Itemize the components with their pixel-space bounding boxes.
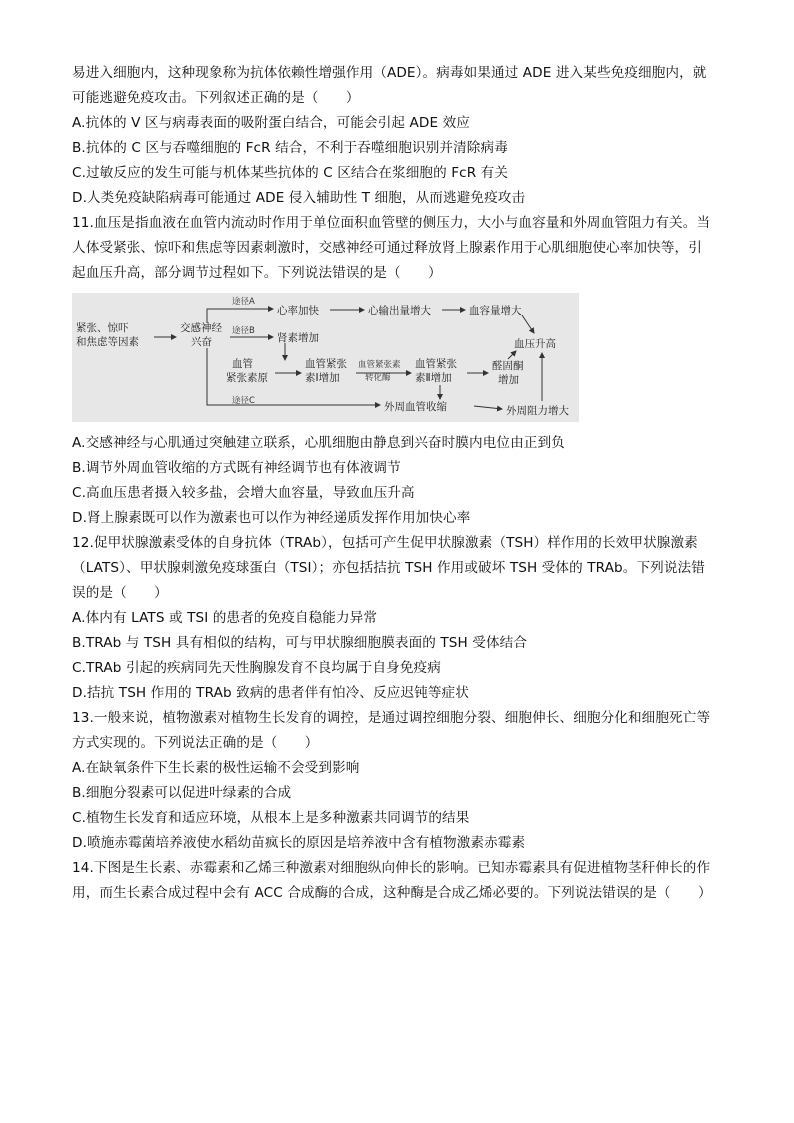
- option-b: B.TRAb 与 TSH 具有相似的结构，可与甲状腺细胞膜表面的 TSH 受体结合: [72, 635, 528, 651]
- option-c: C.植物生长发育和适应环境，从根本上是多种激素共同调节的结果: [72, 810, 470, 826]
- path-c-label: 途径C: [232, 396, 255, 406]
- option-a: A.交感神经与心肌通过突触建立联系，心肌细胞由静息到兴奋时膜内电位由正到负: [72, 435, 565, 451]
- option-c: C.过敏反应的发生可能与机体某些抗体的 C 区结合在浆细胞的 FcR 有关: [72, 165, 509, 181]
- vasoconstriction-label: 外周血管收缩: [384, 401, 447, 413]
- aldosterone-label: 醛固酮: [492, 360, 524, 372]
- question-14-stem: 14.下图是生长素、赤霉素和乙烯三种激素对细胞纵向伸长的影响。已知赤霉素具有促进植物茎秆伸长的作: [72, 860, 711, 876]
- question-11-stem: 起血压升高，部分调节过程如下。下列说法错误的是（ ）: [72, 265, 442, 281]
- option-d: D.喷施赤霉菌培养液使水稻幼苗疯长的原因是培养液中含有植物激素赤霉素: [72, 835, 526, 851]
- angiotensin-2-label: 素Ⅱ增加: [415, 372, 452, 384]
- angiotensin-1-label: 素Ⅰ增加: [305, 372, 340, 384]
- angiotensinogen-label: 血管: [232, 358, 253, 370]
- option-a: A.抗体的 V 区与病毒表面的吸附蛋白结合，可能会引起 ADE 效应: [72, 115, 470, 131]
- angiotensin-1-label: 血管紧张: [305, 358, 347, 370]
- ace-label: 转化酶: [365, 373, 391, 383]
- angiotensin-2-label: 血管紧张: [415, 358, 457, 370]
- path-a-label: 途径A: [232, 297, 255, 307]
- question-13-stem: 13.一般来说，植物激素对植物生长发育的调控，是通过调控细胞分裂、细胞伸长、细胞分化和细胞死亡等: [72, 710, 711, 726]
- sympathetic-label: 兴奋: [191, 336, 212, 348]
- resistance-label: 外周阻力增大: [506, 405, 569, 417]
- heart-rate-label: 心率加快: [277, 305, 319, 317]
- option-d: D.拮抗 TSH 作用的 TRAb 致病的患者伴有怕冷、反应迟钝等症状: [72, 685, 469, 701]
- option-b: B.抗体的 C 区与吞噬细胞的 FcR 结合，不利于吞噬细胞识别并清除病毒: [72, 140, 508, 156]
- blood-volume-label: 血容量增大: [469, 305, 522, 317]
- aldosterone-label: 增加: [498, 374, 519, 386]
- text-line: 可能逃避免疫攻击。下列叙述正确的是（ ）: [72, 90, 360, 106]
- question-11-stem: 人体受紧张、惊吓和焦虑等因素刺激时，交感神经可通过释放肾上腺素作用于心肌细胞使心率加快等，引: [72, 240, 702, 256]
- path-b-label: 途径B: [232, 326, 255, 336]
- option-d: D.肾上腺素既可以作为激素也可以作为神经递质发挥作用加快心率: [72, 510, 471, 526]
- angiotensinogen-label: 紧张素原: [226, 372, 268, 384]
- stimulus-label: 和焦虑等因素: [76, 336, 139, 348]
- option-a: A.体内有 LATS 或 TSI 的患者的免疫自稳能力异常: [72, 610, 378, 626]
- question-13-stem: 方式实现的。下列说法正确的是（ ）: [72, 735, 319, 751]
- stimulus-label: 紧张、惊吓: [76, 322, 129, 334]
- renin-label: 肾素增加: [277, 332, 319, 344]
- text-line: 易进入细胞内，这种现象称为抗体依赖性增强作用（ADE）。病毒如果通过 ADE 进入某些免疫细胞内，就: [72, 65, 707, 81]
- option-c: C.TRAb 引起的疾病同先天性胸腺发育不良均属于自身免疫病: [72, 660, 441, 676]
- question-12-stem: （LATS）、甲状腺刺激免疫球蛋白（TSI）；亦包括拮抗 TSH 作用或破坏 TSH 受体的 TRAb。下列说法错: [72, 560, 705, 576]
- ace-label: 血管紧张素: [358, 360, 401, 370]
- blood-pressure-diagram: [72, 293, 579, 422]
- option-d: D.人类免疫缺陷病毒可能通过 ADE 侵入辅助性 T 细胞，从而逃避免疫攻击: [72, 190, 526, 206]
- option-b: B.调节外周血管收缩的方式既有神经调节也有体液调节: [72, 460, 401, 476]
- option-b: B.细胞分裂素可以促进叶绿素的合成: [72, 785, 292, 801]
- question-12-stem: 12.促甲状腺激素受体的自身抗体（TRAb），包括可产生促甲状腺激素（TSH）样作用的长效甲状腺激素: [72, 535, 698, 551]
- question-12-stem: 误的是（ ）: [72, 585, 168, 601]
- sympathetic-label: 交感神经: [180, 322, 222, 334]
- question-11-stem: 11.血压是指血液在血管内流动时作用于单位面积血管壁的侧压力，大小与血容量和外周血管阻力有关。当: [72, 215, 711, 231]
- option-a: A.在缺氧条件下生长素的极性运输不会受到影响: [72, 760, 360, 776]
- option-c: C.高血压患者摄入较多盐，会增大血容量，导致血压升高: [72, 485, 415, 501]
- cardiac-output-label: 心输出量增大: [368, 305, 431, 317]
- diagram-labels: [76, 296, 569, 417]
- question-14-stem: 用，而生长素合成过程中会有 ACC 合成酶的合成，这种酶是合成乙烯必要的。下列说法错误的是（ ）: [72, 885, 712, 901]
- bp-rise-label: 血压升高: [514, 338, 556, 350]
